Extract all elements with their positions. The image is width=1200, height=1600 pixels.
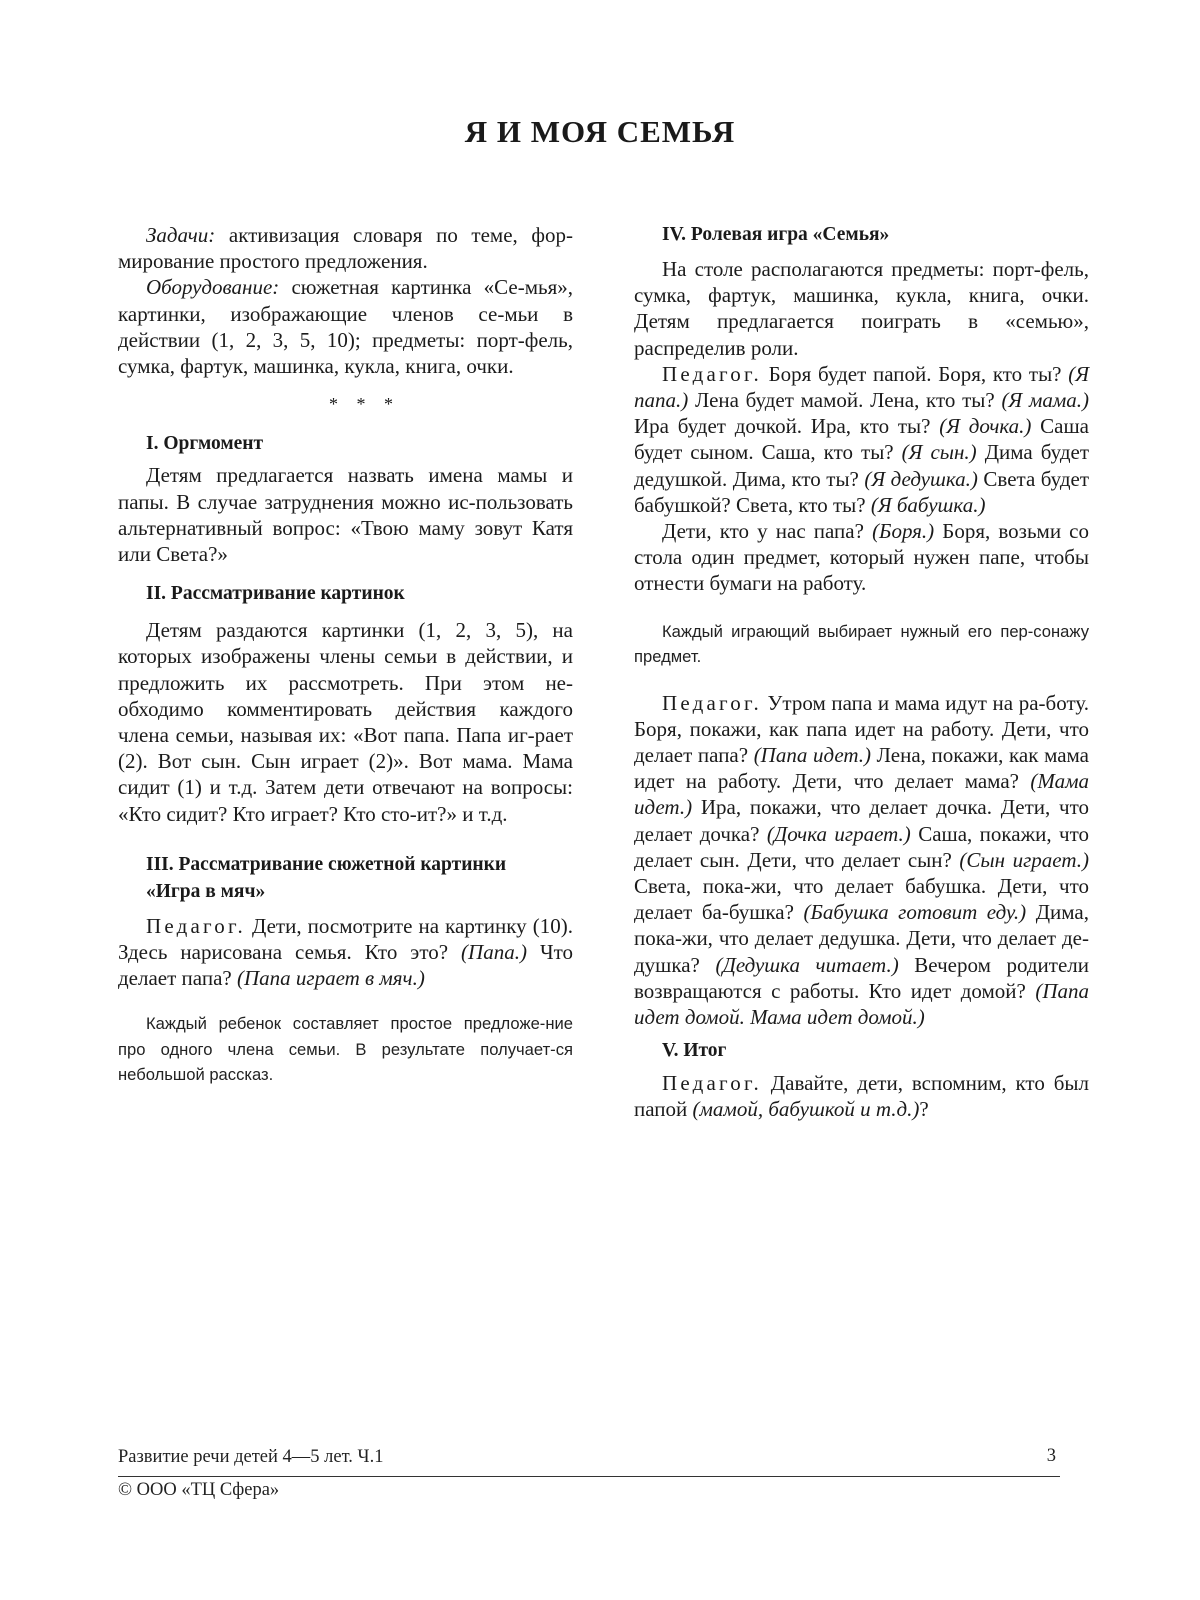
right-column [634,222,1089,1123]
footer-copyright: © ООО «ТЦ Сфера» [118,1480,280,1500]
dialog-answer: (мамой, бабушкой и т.д.) [692,1097,920,1122]
story-note: Каждый ребенок составляет простое предложе-ние про одного члена семьи. В результате получает-ся небольшой рассказ. [118,1014,573,1085]
dialog-text: Дима, пока-жи, что делает дедушка. Дети, что делает де-душка? [634,900,1089,977]
equipment-text: сюжетная картинка «Се-мья», картинки, изображающие членов се-мьи в действии (1, 2, 3, 5, 10); предметы: порт-фель, сумка, фартук, машинка, кукла, книга, очки. [118,275,573,379]
story-answer-1: (Папа.) [461,940,527,965]
section-heading-role-game: IV. Ролевая игра «Семья» [662,224,890,245]
page-title: Я И МОЯ СЕМЬЯ [464,114,736,149]
dialog-answer: (Дедушка читает.) [715,952,899,977]
tasks-label: Задачи: [146,223,216,247]
dialog-text: Лена, покажи, как мама идет на работу. Дети, что делает мама? [634,743,1089,794]
role-game-paragraph-3 [634,518,1089,597]
equipment-paragraph [118,274,573,379]
story-paragraph [118,913,573,992]
dialog-text: Саша будет сыном. Саша, кто ты? [634,414,1089,465]
dialog-text: Света, пока-жи, что делает бабушка. Дети, что делает ба-бушка? [634,874,1089,925]
pictures-paragraph: Детям раздаются картинки (1, 2, 3, 5), на которых изображены члены семьи в действии, и предложить их рассмотреть. При этом не-обходимо комментировать действия каждого члена семьи, называя их: «Вот папа. Папа иг-рает (2). Вот сын. Сын играет (2)». Вот мама. Мама сидит (1) и т.д. Затем дети отвечают на вопросы: «Кто сидит? Кто играет? Кто сто-ит?» и т.д. [118,618,573,826]
story-heading-line1: III. Рассматривание сюжетной картинки [146,853,507,875]
role-game-paragraph-1: На столе располагаются предметы: порт-фель, сумка, фартук, машинка, кукла, книга, очки. Детям предлагается поиграть в «семью», распределив роли. [634,257,1089,360]
dialog-text: Саша, покажи, что делает сын. Дети, что делает сын? [634,821,1089,872]
tasks-text: активизация словаря по теме, фор-мирование простого предложения. [118,223,573,274]
dialog-text: Ира, покажи, что делает дочка. Дети, что делает дочка? [634,795,1089,846]
dialog-answer: (Дочка играет.) [766,821,911,846]
section-heading-summary: V. Итог [662,1040,727,1062]
story-text-c: Что делает папа? [118,940,573,991]
dialog-answer: (Папа идет домой. Мама идет домой.) [634,978,1089,1030]
dialog-answer: (Папа идет.) [753,743,872,768]
dialog-text: Давайте, дети, вспомним, кто был папой [634,1071,1089,1122]
dialog-text: Утром папа и мама идут на ра-боту. Боря, покажи, как папа идет на работу. Дети, что делает папа? [634,690,1089,768]
dialog-text: Боря будет папой. Боря, кто ты? [761,361,1069,386]
dialog-answer: (Я сын.) [901,440,977,465]
section-heading-pictures: II. Рассматривание картинок [146,583,405,605]
page-number: 3 [1046,1446,1056,1466]
section-heading-story-picture [118,851,573,905]
summary-paragraph [634,1070,1089,1122]
teacher-speaker: Педагог. [146,913,246,938]
dialog-answer: (Боря.) [872,519,935,544]
tasks-paragraph [118,222,573,274]
dialog-text: Ира будет дочкой. Ира, кто ты? [634,414,940,439]
dialog-answer: (Я папа.) [634,361,1089,413]
teacher-speaker: Педагог. [662,690,762,715]
role-game-note: Каждый играющий выбирает нужный его пер-сонажу предмет. [634,621,1089,667]
dialog-text: Лена будет мамой. Лена, кто ты? [688,388,1002,413]
dialog-answer: (Я дедушка.) [864,466,978,491]
dialog-answer: (Я мама.) [1001,388,1089,413]
footer-book-title: Развитие речи детей 4—5 лет. Ч.1 [118,1447,384,1467]
teacher-speaker: Педагог. [662,361,762,386]
teacher-speaker: Педагог. [662,1071,762,1096]
dialog-text: Дима будет дедушкой. Дима, кто ты? [634,440,1090,491]
dialog-answer: (Я дочка.) [939,414,1032,439]
story-answer-2: (Папа играет в мяч.) [236,966,425,991]
role-game-paragraph-4 [634,690,1089,1031]
dialog-text: ? [919,1097,929,1122]
dialog-text: Боря, возьми со стола один предмет, который нужен папе, чтобы отнести бумаги на работу. [634,519,1090,596]
left-column [118,222,573,1088]
dialog-text: Дети, кто у нас папа? [662,519,873,544]
dialog-answer: (Сын играет.) [959,847,1090,872]
story-text-a: Дети, посмотрите на картинку (10). Здесь нарисована семья. Кто это? [118,913,573,965]
dialog-answer: (Мама идет.) [634,769,1089,820]
equipment-label: Оборудование: [146,275,280,300]
role-game-paragraph-2 [634,361,1089,518]
dialog-text: Вечером родители возвращаются с работы. Кто идет домой? [634,952,1089,1003]
footer-divider [118,1476,1060,1477]
section-divider-stars: * * * [329,394,400,415]
story-heading-line2: «Игра в мяч» [146,880,266,902]
section-heading-orgmoment: I. Оргмомент [146,433,264,455]
dialog-answer: (Я бабушка.) [870,492,986,517]
orgmoment-paragraph: Детям предлагается назвать имена мамы и папы. В случае затруднения можно ис-пользовать альтернативный вопрос: «Твою маму зовут Катя или Света?» [118,463,573,567]
dialog-answer: (Бабушка готовит еду.) [803,900,1027,925]
dialog-text: Света будет бабушкой? Света, кто ты? [634,466,1089,517]
